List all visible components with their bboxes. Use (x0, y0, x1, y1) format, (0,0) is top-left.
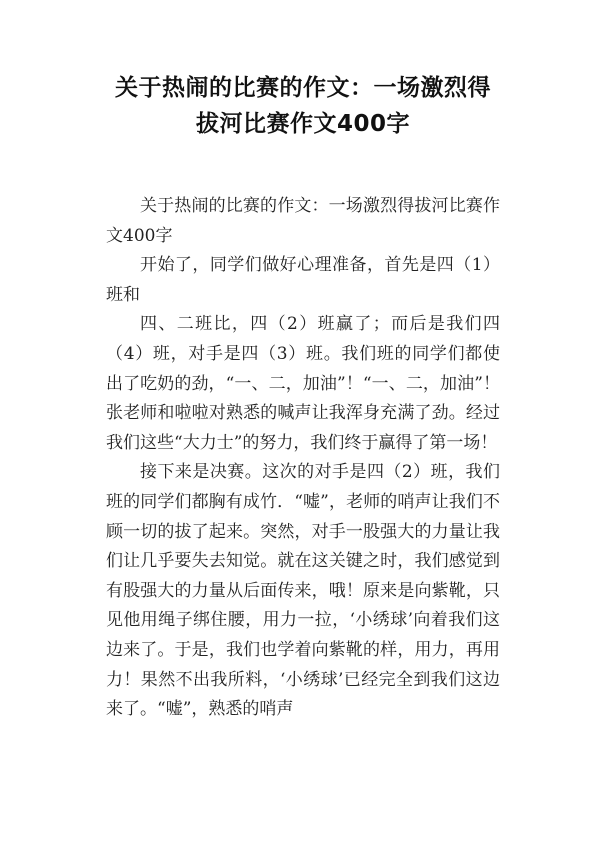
document-title (106, 70, 500, 142)
title-line-1: 关于热闹的比赛的作文：一场激烈得 (115, 75, 491, 101)
paragraph-3: 四、二班比，四（2）班赢了；而后是我们四（4）班，对手是四（3）班。我们班的同学们都使出了吃奶的劲，“一、二，加油”！“一、二，加油”！张老师和啦啦对熟悉的喊声让我浑身充满了劲。经过我们这些“大力士”的努力，我们终于赢得了第一场！ (106, 314, 500, 453)
paragraph-2: 开始了，同学们做好心理准备，首先是四（1）班和 (106, 255, 500, 305)
document-body (106, 192, 500, 725)
paragraph-4: 接下来是决赛。这次的对手是四（2）班，我们班的同学们都胸有成竹．“嘘”，老师的哨声让我们不顾一切的拔了起来。突然，对手一股强大的力量让我们让几乎要失去知觉。就在这关键之时，我们感觉到有股强大的力量从后面传来，哦！原来是向紫靴，只见他用绳子绑住腰，用力一拉，‘小绣球’向着我们这边来了。于是，我们也学着向紫靴的样，用力，再用力！果然不出我所料，‘小绣球’已经完全到我们这边来了。“嘘”，熟悉的哨声 (106, 462, 500, 720)
title-line-2: 拔河比赛作文400字 (195, 111, 410, 137)
paragraph-1: 关于热闹的比赛的作文：一场激烈得拔河比赛作文400字 (106, 196, 500, 246)
